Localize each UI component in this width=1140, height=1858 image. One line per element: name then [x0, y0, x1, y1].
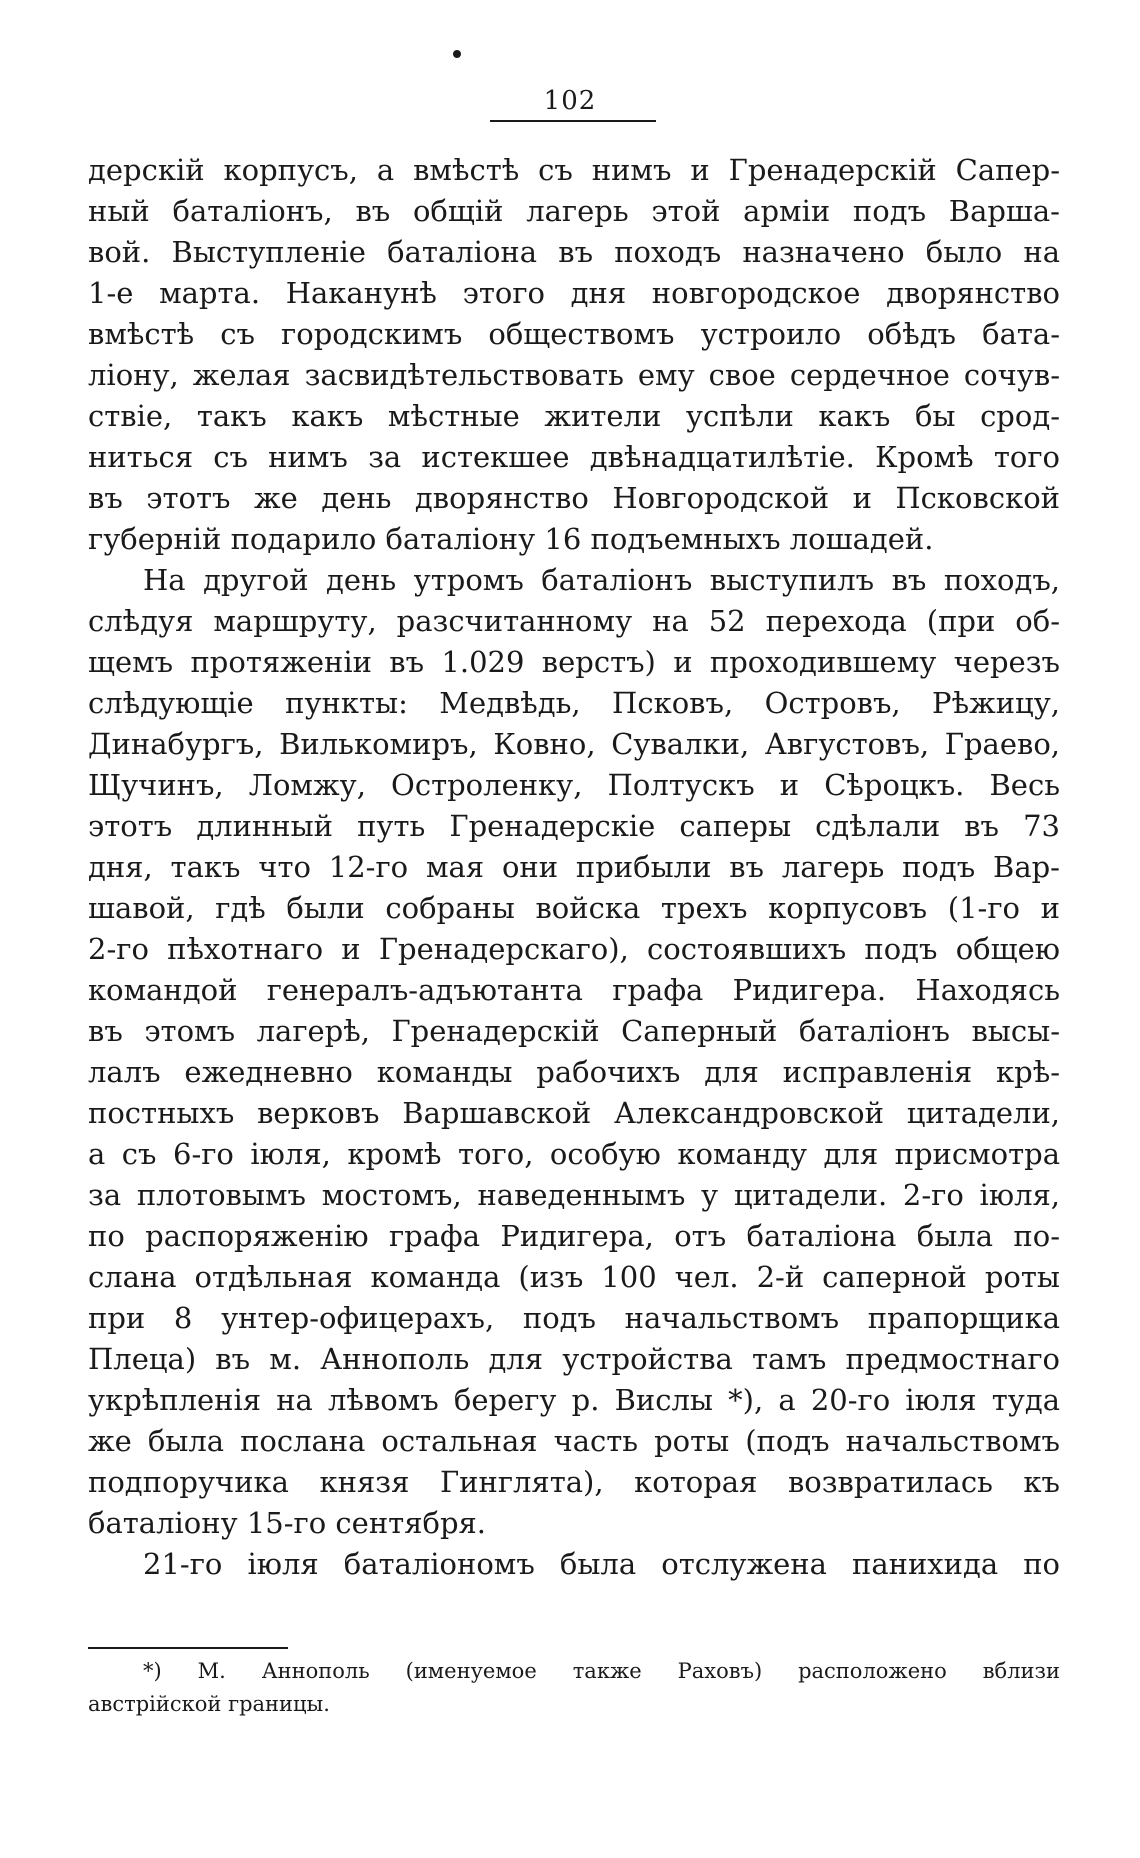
text-line: вмѣстѣ съ городскимъ обществомъ устроило обѣдъ бата- — [88, 317, 1060, 351]
text-line: На другой день утромъ баталіонъ выступилъ въ походъ, — [143, 563, 1060, 597]
text-line: дня, такъ что 12-го мая они прибыли въ лагерь подъ Вар- — [88, 850, 1060, 884]
text-line: вой. Выступленіе баталіона въ походъ назначено было на — [88, 235, 1060, 269]
ink-dot-mark — [453, 50, 461, 58]
text-line: ліону, желая засвидѣтельствовать ему свое сердечное сочув- — [88, 358, 1060, 392]
body-text — [88, 150, 1060, 1585]
page-number-rule — [490, 120, 656, 122]
text-line: слана отдѣльная команда (изъ 100 чел. 2-й саперной роты — [88, 1260, 1060, 1294]
text-line: по распоряженію графа Ридигера, отъ баталіона была по- — [88, 1219, 1060, 1253]
text-line: лалъ ежедневно команды рабочихъ для исправленія крѣ- — [88, 1055, 1060, 1089]
text-line: 1-е марта. Наканунѣ этого дня новгородское дворянство — [88, 276, 1060, 310]
footnotes — [88, 1655, 1060, 1721]
text-line: Щучинъ, Ломжу, Остроленку, Полтускъ и Сѣроцкъ. Весь — [88, 768, 1060, 802]
text-line: укрѣпленія на лѣвомъ берегу р. Вислы *), а 20-го іюля туда — [88, 1383, 1060, 1417]
text-line: постныхъ верковъ Варшавской Александровской цитадели, — [88, 1096, 1060, 1130]
text-line: ниться съ нимъ за истекшее двѣнадцатилѣтіе. Кромѣ того — [88, 440, 1060, 474]
footnote-line: *) М. Аннополь (именуемое также Раховъ) расположено вблизи — [143, 1659, 1060, 1683]
page-number: 102 — [543, 86, 597, 116]
text-line: 2-го пѣхотнаго и Гренадерскаго), состоявшихъ подъ общею — [88, 932, 1060, 966]
text-line: дерскій корпусъ, а вмѣстѣ съ нимъ и Гренадерскій Сапер- — [88, 153, 1060, 187]
text-line: Динабургъ, Вилькомиръ, Ковно, Сувалки, Августовъ, Граево, — [88, 727, 1060, 761]
text-line: губерній подарило баталіону 16 подъемныхъ лошадей. — [88, 522, 934, 556]
text-line: слѣдующіе пункты: Медвѣдь, Псковъ, Островъ, Рѣжицу, — [88, 686, 1060, 720]
footnote-line: австрійской границы. — [88, 1692, 330, 1716]
text-line: щемъ протяженіи въ 1.029 верстъ) и проходившему черезъ — [88, 645, 1060, 679]
text-line: въ этотъ же день дворянство Новгородской и Псковской — [88, 481, 1060, 515]
text-line: слѣдуя маршруту, разсчитанному на 52 перехода (при об- — [88, 604, 1060, 638]
text-line: же была послана остальная часть роты (подъ начальствомъ — [88, 1424, 1060, 1458]
footnote-separator — [88, 1647, 288, 1649]
text-line: подпоручика князя Гинглята), которая возвратилась къ — [88, 1465, 1060, 1499]
text-line: а съ 6-го іюля, кромѣ того, особую команду для присмотра — [88, 1137, 1060, 1171]
text-line: въ этомъ лагерѣ, Гренадерскій Саперный баталіонъ высы- — [88, 1014, 1060, 1048]
text-line: ствіе, такъ какъ мѣстные жители успѣли какъ бы срод- — [88, 399, 1060, 433]
text-line: ный баталіонъ, въ общій лагерь этой арміи подъ Варша- — [88, 194, 1060, 228]
text-line: этотъ длинный путь Гренадерскіе саперы сдѣлали въ 73 — [88, 809, 1060, 843]
text-line: командой генералъ-адъютанта графа Ридигера. Находясь — [88, 973, 1060, 1007]
text-line: за плотовымъ мостомъ, наведеннымъ у цитадели. 2-го іюля, — [88, 1178, 1060, 1212]
text-line: Плеца) въ м. Аннополь для устройства тамъ предмостнаго — [88, 1342, 1060, 1376]
text-line: при 8 унтер-офицерахъ, подъ начальствомъ прапорщика — [88, 1301, 1060, 1335]
text-line: шавой, гдѣ были собраны войска трехъ корпусовъ (1-го и — [88, 891, 1060, 925]
text-line: 21-го іюля баталіономъ была отслужена панихида по — [143, 1547, 1060, 1581]
text-line: баталіону 15-го сентября. — [88, 1506, 487, 1540]
